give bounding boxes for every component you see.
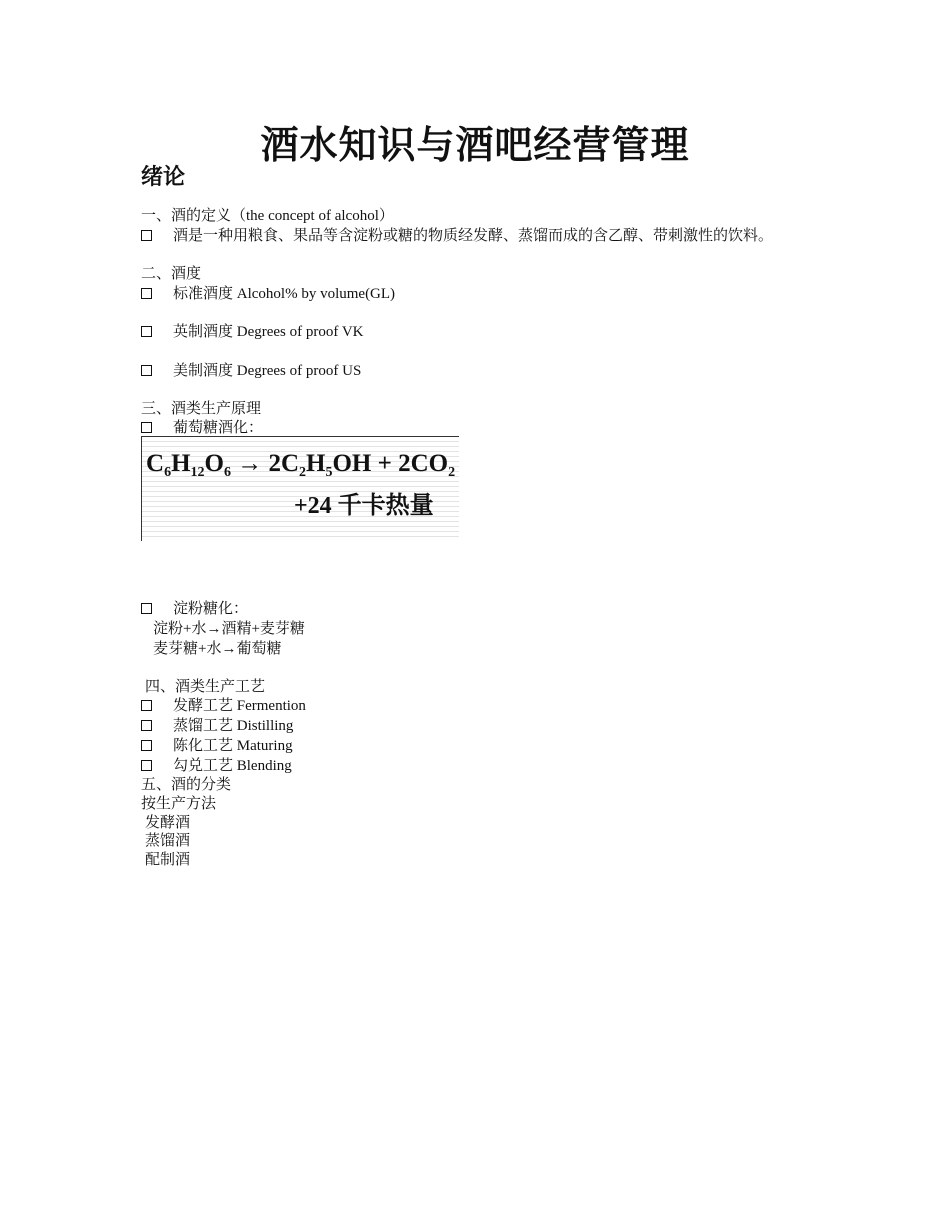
glucose-fermentation-label: 葡萄糖酒化： xyxy=(173,420,264,436)
checkbox-bullet-icon xyxy=(141,760,152,771)
type-blended: 配制酒 xyxy=(145,852,191,868)
degree-item-us: 美制酒度 Degrees of proof US xyxy=(173,363,362,379)
formula-heat-text: +24 千卡热量 xyxy=(294,493,434,519)
process-item-fermentation: 发酵工艺 Fermention xyxy=(173,698,306,714)
checkbox-bullet-icon xyxy=(141,603,152,614)
production-principle-heading: 三、酒类生产原理 xyxy=(141,401,262,417)
checkbox-bullet-icon xyxy=(141,422,152,433)
section-title: 绪论 xyxy=(141,164,186,189)
classification-method: 按生产方法 xyxy=(141,796,217,812)
checkbox-bullet-icon xyxy=(141,700,152,711)
checkbox-bullet-icon xyxy=(141,720,152,731)
checkbox-bullet-icon xyxy=(141,365,152,376)
alcohol-degree-heading: 二、酒度 xyxy=(141,266,202,282)
checkbox-bullet-icon xyxy=(141,326,152,337)
document-title: 酒水知识与酒吧经营管理 xyxy=(260,125,690,167)
saccharification-equation-1: 淀粉+水→酒精+麦芽糖 xyxy=(153,621,305,637)
saccharification-equation-2: 麦芽糖+水→葡萄糖 xyxy=(153,641,282,657)
process-item-distilling: 蒸馏工艺 Distilling xyxy=(173,718,294,734)
production-process-heading: 四、酒类生产工艺 xyxy=(145,679,266,695)
definition-heading: 一、酒的定义（the concept of alcohol） xyxy=(141,208,394,224)
checkbox-bullet-icon xyxy=(141,230,152,241)
formula-svg xyxy=(142,437,459,541)
degree-item-uk: 英制酒度 Degrees of proof VK xyxy=(173,324,364,340)
starch-saccharification-label: 淀粉糖化： xyxy=(173,601,249,617)
process-item-maturing: 陈化工艺 Maturing xyxy=(173,738,293,754)
checkbox-bullet-icon xyxy=(141,740,152,751)
formula-equation: $C_6H_{12}O_6 \to 2C_2H_5OH + 2CO_2$ xyxy=(146,450,456,480)
type-distilled: 蒸馏酒 xyxy=(145,833,191,849)
fermentation-formula-image xyxy=(141,436,459,541)
process-item-blending: 勾兑工艺 Blending xyxy=(173,758,292,774)
classification-heading: 五、酒的分类 xyxy=(141,777,232,793)
type-fermented: 发酵酒 xyxy=(145,815,191,831)
definition-text: 酒是一种用粮食、果品等含淀粉或糖的物质经发酵、蒸馏而成的含乙醇、带刺激性的饮料。 xyxy=(173,228,774,244)
degree-item-standard: 标准酒度 Alcohol% by volume(GL) xyxy=(173,286,396,302)
checkbox-bullet-icon xyxy=(141,288,152,299)
